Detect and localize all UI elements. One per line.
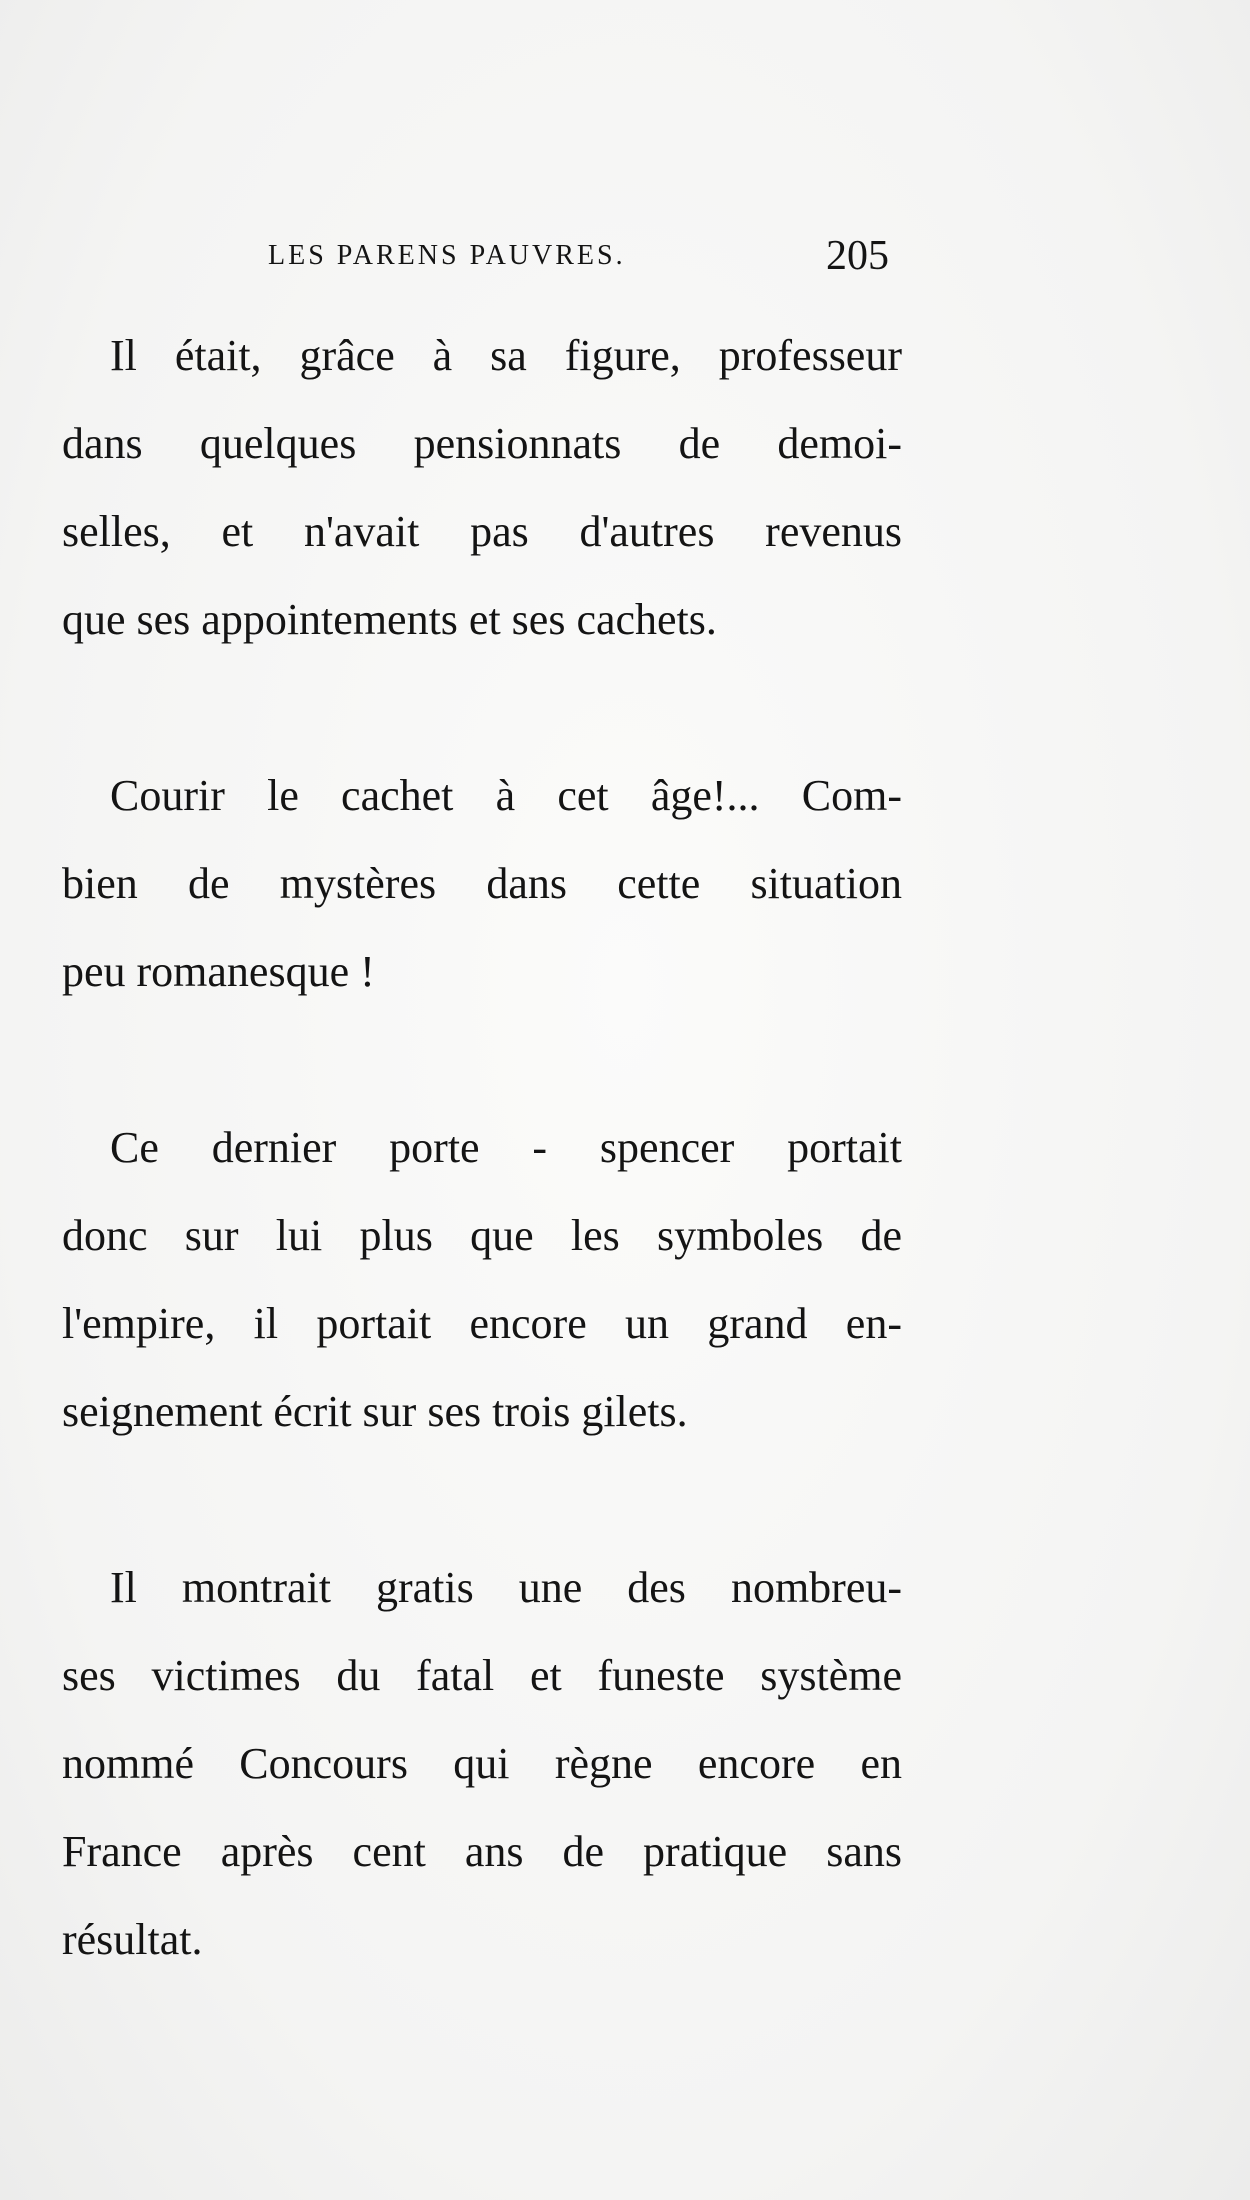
text-line: résultat. xyxy=(62,1915,203,1964)
text-line: donc sur lui plus que les symboles de xyxy=(62,1211,902,1260)
text-line: Courir le cachet à cet âge!... Com- xyxy=(110,771,902,820)
paragraph-4 xyxy=(62,1544,902,1984)
text-line: peu romanesque ! xyxy=(62,947,375,996)
paragraph-spacer xyxy=(62,1456,902,1544)
text-line: bien de mystères dans cette situation xyxy=(62,859,902,908)
text-line: l'empire, il portait encore un grand en- xyxy=(62,1299,902,1348)
text-line: seignement écrit sur ses trois gilets. xyxy=(62,1387,688,1436)
body-text xyxy=(62,312,902,1984)
text-line: France après cent ans de pratique sans xyxy=(62,1827,902,1876)
page-number: 205 xyxy=(826,233,889,279)
paragraph-spacer xyxy=(62,1016,902,1104)
text-line: que ses appointements et ses cachets. xyxy=(62,595,717,644)
text-line: Il était, grâce à sa figure, professeur xyxy=(110,331,902,380)
paragraph-3 xyxy=(62,1104,902,1456)
text-line: selles, et n'avait pas d'autres revenus xyxy=(62,507,902,556)
text-line: Il montrait gratis une des nombreu- xyxy=(110,1563,902,1612)
running-title: LES PARENS PAUVRES. xyxy=(268,240,626,271)
running-head xyxy=(0,232,1250,282)
paragraph-1 xyxy=(62,312,902,664)
text-line: dans quelques pensionnats de demoi- xyxy=(62,419,902,468)
paragraph-2 xyxy=(62,752,902,1016)
paragraph-spacer xyxy=(62,664,902,752)
text-line: nommé Concours qui règne encore en xyxy=(62,1739,902,1788)
text-line: Ce dernier porte - spencer portait xyxy=(110,1123,902,1172)
text-line: ses victimes du fatal et funeste système xyxy=(62,1651,902,1700)
